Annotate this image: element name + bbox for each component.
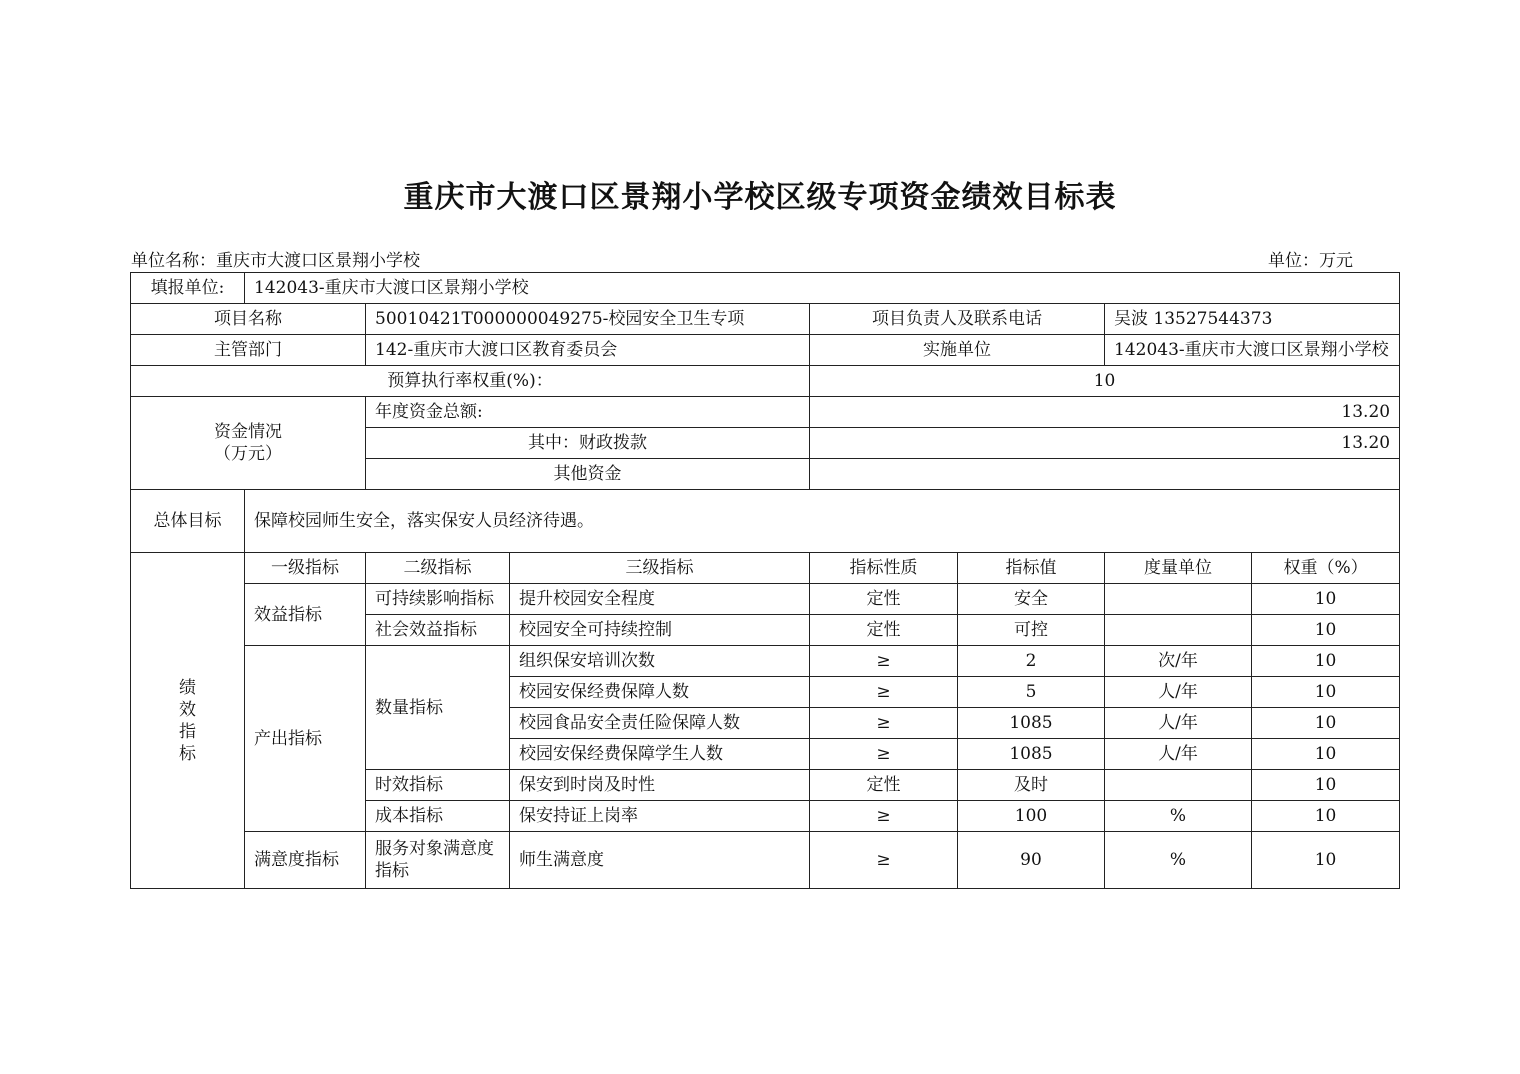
indicator-name: 组织保安培训次数 <box>510 646 810 677</box>
impl-value: 142043-重庆市大渡口区景翔小学校 <box>1105 335 1400 366</box>
indicator-unit: % <box>1105 832 1252 889</box>
indicator-nature: ≥ <box>810 832 958 889</box>
unit-line: 单位：万元 <box>1268 251 1353 271</box>
level1-benefit: 效益指标 <box>245 584 366 646</box>
indicator-name: 校园安保经费保障人数 <box>510 677 810 708</box>
goal-value: 保障校园师生安全，落实保安人员经济待遇。 <box>245 490 1400 553</box>
budget-weight-value: 10 <box>810 366 1400 397</box>
dept-row <box>131 335 1400 366</box>
goal-label: 总体目标 <box>131 490 245 553</box>
level2-timeliness: 时效指标 <box>366 770 510 801</box>
funds-label-line2: （万元） <box>214 444 282 464</box>
indicator-weight: 10 <box>1252 708 1400 739</box>
indicator-value: 1085 <box>958 739 1105 770</box>
indicator-weight: 10 <box>1252 584 1400 615</box>
indicator-value: 100 <box>958 801 1105 832</box>
indicator-name: 保安持证上岗率 <box>510 801 810 832</box>
level2-social: 社会效益指标 <box>366 615 510 646</box>
indicator-unit <box>1105 584 1252 615</box>
project-name-value: 50010421T000000049275-校园安全卫生专项 <box>366 304 810 335</box>
indicator-name: 保安到时岗及时性 <box>510 770 810 801</box>
indicator-unit <box>1105 770 1252 801</box>
indicator-nature: ≥ <box>810 739 958 770</box>
header-unit: 度量单位 <box>1105 553 1252 584</box>
indicator-name: 校园安全可持续控制 <box>510 615 810 646</box>
table-row <box>131 832 1400 889</box>
indicator-name: 师生满意度 <box>510 832 810 889</box>
header-level3: 三级指标 <box>510 553 810 584</box>
funds-label-line1: 资金情况 <box>214 422 282 442</box>
indicator-weight: 10 <box>1252 677 1400 708</box>
indicator-nature: ≥ <box>810 677 958 708</box>
indicator-value: 5 <box>958 677 1105 708</box>
header-weight: 权重（%） <box>1252 553 1400 584</box>
impl-label: 实施单位 <box>810 335 1105 366</box>
header-level2: 二级指标 <box>366 553 510 584</box>
indicator-name: 校园安保经费保障学生人数 <box>510 739 810 770</box>
unit-name-line: 单位名称：重庆市大渡口区景翔小学校 <box>131 251 420 271</box>
filling-unit-label: 填报单位: <box>131 273 245 304</box>
indicator-value: 安全 <box>958 584 1105 615</box>
indicator-nature: ≥ <box>810 646 958 677</box>
budget-weight-row <box>131 366 1400 397</box>
funds-label <box>131 397 366 490</box>
header-level1: 一级指标 <box>245 553 366 584</box>
indicator-nature: 定性 <box>810 770 958 801</box>
project-row <box>131 304 1400 335</box>
indicator-nature: 定性 <box>810 584 958 615</box>
project-owner-label: 项目负责人及联系电话 <box>810 304 1105 335</box>
budget-weight-label: 预算执行率权重(%)： <box>131 366 810 397</box>
indicator-weight: 10 <box>1252 646 1400 677</box>
indicator-unit: 次/年 <box>1105 646 1252 677</box>
level2-sustain: 可持续影响指标 <box>366 584 510 615</box>
indicator-unit: 人/年 <box>1105 708 1252 739</box>
funds-total-row <box>131 397 1400 428</box>
indicator-name: 校园食品安全责任险保障人数 <box>510 708 810 739</box>
indicator-nature: ≥ <box>810 708 958 739</box>
indicator-weight: 10 <box>1252 739 1400 770</box>
indicator-value: 可控 <box>958 615 1105 646</box>
indicator-name: 提升校园安全程度 <box>510 584 810 615</box>
funds-total-label: 年度资金总额: <box>366 397 810 428</box>
indicator-value: 2 <box>958 646 1105 677</box>
table-row <box>131 646 1400 677</box>
funds-fiscal-value: 13.20 <box>810 428 1400 459</box>
perf-label-char: 指 <box>179 721 196 742</box>
indicator-unit: % <box>1105 801 1252 832</box>
perf-label-char: 标 <box>179 743 196 764</box>
filling-unit-value: 142043-重庆市大渡口区景翔小学校 <box>245 273 1400 304</box>
table-row <box>131 584 1400 615</box>
indicator-unit <box>1105 615 1252 646</box>
performance-table <box>130 272 1400 889</box>
indicator-unit: 人/年 <box>1105 677 1252 708</box>
indicator-weight: 10 <box>1252 770 1400 801</box>
level1-satisfaction: 满意度指标 <box>245 832 366 889</box>
level2-quantity: 数量指标 <box>366 646 510 770</box>
project-name-label: 项目名称 <box>131 304 366 335</box>
header-nature: 指标性质 <box>810 553 958 584</box>
perf-label-char: 效 <box>179 699 196 720</box>
perf-indicator-label <box>131 553 245 889</box>
indicator-weight: 10 <box>1252 615 1400 646</box>
funds-total-value: 13.20 <box>810 397 1400 428</box>
indicator-unit: 人/年 <box>1105 739 1252 770</box>
indicator-nature: 定性 <box>810 615 958 646</box>
goal-row <box>131 490 1400 553</box>
indicator-weight: 10 <box>1252 801 1400 832</box>
project-owner-value: 吴波 13527544373 <box>1105 304 1400 335</box>
page-title: 重庆市大渡口区景翔小学校区级专项资金绩效目标表 <box>403 180 1117 215</box>
perf-label-char: 绩 <box>179 677 196 698</box>
indicator-nature: ≥ <box>810 801 958 832</box>
funds-fiscal-label: 其中：财政拨款 <box>366 428 810 459</box>
indicator-header-row <box>131 553 1400 584</box>
funds-other-value <box>810 459 1400 490</box>
header-value: 指标值 <box>958 553 1105 584</box>
dept-value: 142-重庆市大渡口区教育委员会 <box>366 335 810 366</box>
filling-unit-row <box>131 273 1400 304</box>
indicator-value: 及时 <box>958 770 1105 801</box>
funds-other-label: 其他资金 <box>366 459 810 490</box>
level2-service: 服务对象满意度指标 <box>366 832 510 889</box>
level1-output: 产出指标 <box>245 646 366 832</box>
indicator-weight: 10 <box>1252 832 1400 889</box>
dept-label: 主管部门 <box>131 335 366 366</box>
indicator-value: 90 <box>958 832 1105 889</box>
indicator-value: 1085 <box>958 708 1105 739</box>
level2-cost: 成本指标 <box>366 801 510 832</box>
